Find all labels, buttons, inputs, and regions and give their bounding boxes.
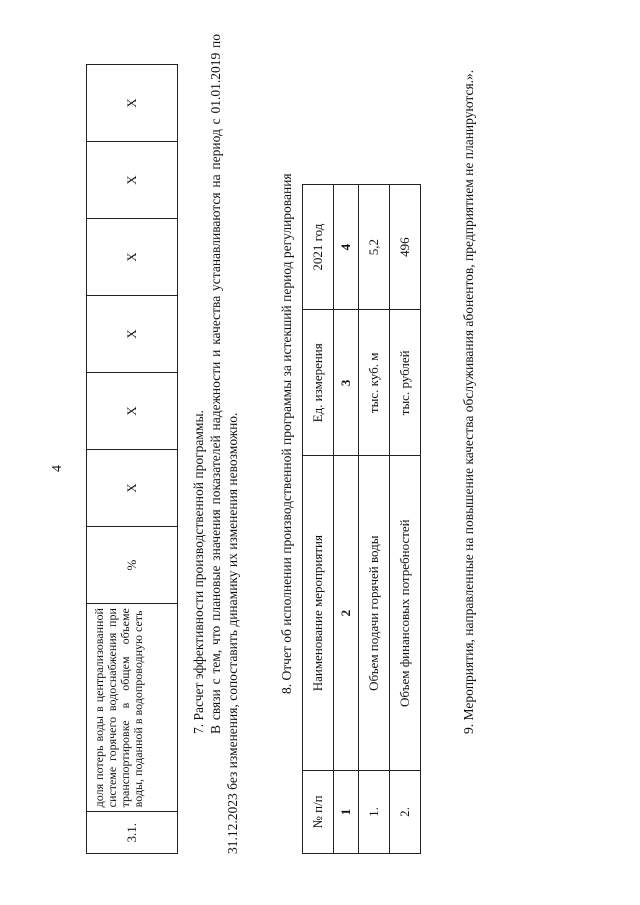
index-cell: 4 — [334, 185, 359, 310]
index-cell: 1 — [334, 770, 359, 853]
page-number: 4 — [50, 465, 65, 472]
cell-number: 2. — [390, 770, 421, 853]
row-number: 3.1. — [87, 812, 178, 854]
table-index-row — [334, 185, 359, 854]
value-cell: Х — [87, 296, 178, 373]
value-cell: Х — [87, 450, 178, 527]
col-header-name: Наименование мероприятия — [303, 456, 334, 771]
index-cell: 2 — [334, 456, 359, 771]
value-cell: Х — [87, 373, 178, 450]
rotated-content — [40, 22, 600, 882]
section-7-text: В связи с тем, что плановые значения показателей надежности и качества устанавливаются на период с 01.01.2019 по 31.12.2023 без изменения, сопоставить динамику их изменения невозможно. — [208, 34, 240, 854]
index-cell: 3 — [334, 310, 359, 456]
indicator-description: доля потерь воды в централизованной системе горячего водоснабжения при транспортировке в общем объеме воды, поданной в водопроводную сеть — [87, 604, 178, 812]
section-7-heading: 7. Расчет эффективности производственной программы. — [191, 410, 206, 734]
cell-name: Объем финансовых потребностей — [390, 456, 421, 771]
value-cell: Х — [87, 65, 178, 142]
col-header-number: № п/п — [303, 770, 334, 853]
table-header-row — [303, 185, 334, 854]
cell-name: Объем подачи горячей воды — [359, 456, 390, 771]
value-cell: Х — [87, 219, 178, 296]
table-row — [87, 65, 178, 854]
table-row — [359, 185, 390, 854]
section-7 — [190, 34, 241, 854]
section-9-text: 9. Мероприятия, направленные на повышение качества обслуживания абонентов, предприятием не планируются.». — [461, 69, 476, 734]
col-header-unit: Ед. измерения — [303, 310, 334, 456]
indicators-table — [86, 64, 178, 854]
section-8-heading: 8. Отчет об исполнении производственной программы за истекший период регулирования — [279, 173, 294, 694]
col-header-year: 2021 год — [303, 185, 334, 310]
cell-value: 496 — [390, 185, 421, 310]
cell-value: 5,2 — [359, 185, 390, 310]
table-row — [390, 185, 421, 854]
program-report-table — [302, 184, 421, 854]
cell-unit: тыс. куб. м — [359, 310, 390, 456]
value-cell: Х — [87, 142, 178, 219]
cell-unit: тыс. рублей — [390, 310, 421, 456]
cell-number: 1. — [359, 770, 390, 853]
unit-cell: % — [87, 527, 178, 604]
